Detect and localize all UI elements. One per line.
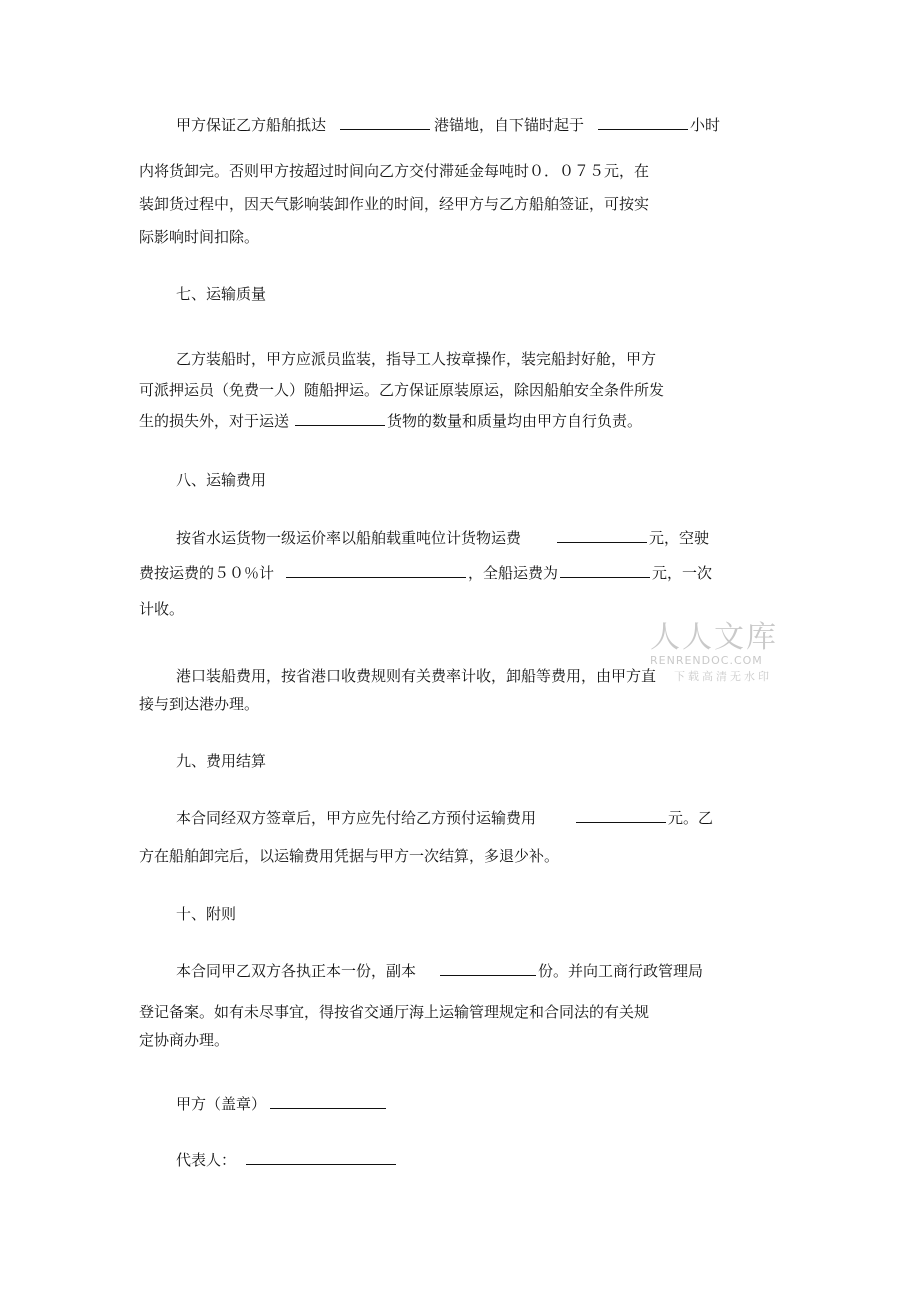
p1-line1 bbox=[176, 115, 720, 135]
p1-line1-c: 小时 bbox=[690, 116, 721, 134]
blank-port bbox=[340, 116, 430, 130]
blank-rep bbox=[246, 1151, 396, 1165]
p5-line1-b: 元。乙 bbox=[668, 809, 714, 827]
p3-line1-a: 按省水运货物一级运价率以船舶载重吨位计货物运费 bbox=[176, 529, 522, 547]
p3-line1 bbox=[176, 528, 709, 548]
blank-freight bbox=[557, 529, 647, 543]
p4-line2: 接与到达港办理。 bbox=[139, 695, 260, 713]
blank-copies bbox=[440, 962, 536, 976]
p3-line2-a: 费按运费的５０％计 bbox=[139, 564, 275, 582]
p2-line3-b: 货物的数量和质量均由甲方自行负责。 bbox=[387, 412, 643, 430]
watermark-logo bbox=[650, 620, 780, 683]
p1-line2: 内将货卸完。否则甲方按超过时间向乙方交付滞延金每吨时０．０７５元，在 bbox=[139, 162, 650, 180]
p3-line3: 计收。 bbox=[139, 600, 185, 618]
p1-line1-a: 甲方保证乙方船舶抵达 bbox=[176, 116, 327, 134]
watermark-sub: 下载高清无水印 bbox=[674, 670, 772, 683]
p6-line1-b: 份。并向工商行政管理局 bbox=[538, 962, 704, 980]
sign-rep bbox=[176, 1150, 396, 1170]
p3-line1-b: 元，空驶 bbox=[649, 529, 710, 547]
section-9-heading: 九、费用结算 bbox=[176, 752, 267, 770]
blank-party-a-seal bbox=[270, 1095, 386, 1109]
blank-empty-fee bbox=[286, 564, 466, 578]
p2-line3-a: 生的损失外，对于运送 bbox=[139, 412, 290, 430]
sign-party-a bbox=[176, 1094, 386, 1114]
p6-line1-a: 本合同甲乙双方各执正本一份，副本 bbox=[176, 962, 417, 980]
p1-line3: 装卸货过程中，因天气影响装卸作业的时间，经甲方与乙方船舶签证，可按实 bbox=[139, 195, 650, 213]
p3-line2-b: ，全船运费为 bbox=[468, 564, 559, 582]
p1-line1-b: 港锚地，自下锚时起于 bbox=[434, 116, 585, 134]
blank-total-fee bbox=[560, 564, 650, 578]
p1-line4: 际影响时间扣除。 bbox=[139, 228, 260, 246]
watermark-url: RENRENDOC.COM bbox=[650, 654, 763, 667]
p5-line1-a: 本合同经双方签章后，甲方应先付给乙方预付运输费用 bbox=[176, 809, 537, 827]
p4-line1: 港口装船费用，按省港口收费规则有关费率计收，卸船等费用，由甲方直 bbox=[176, 667, 657, 685]
blank-prepay bbox=[576, 809, 666, 823]
p3-line2 bbox=[139, 563, 712, 583]
watermark-title: 人人文库 bbox=[650, 620, 778, 655]
p2-line2: 可派押运员（免费一人）随船押运。乙方保证原装原运，除因船舶安全条件所发 bbox=[139, 381, 665, 399]
section-8-heading: 八、运输费用 bbox=[176, 471, 267, 489]
sign-rep-label: 代表人： bbox=[176, 1151, 237, 1169]
section-10-heading: 十、附则 bbox=[176, 905, 237, 923]
p2-line3 bbox=[139, 411, 642, 431]
p2-line1: 乙方装船时，甲方应派员监装，指导工人按章操作，装完船封好舱，甲方 bbox=[176, 350, 657, 368]
p6-line3: 定协商办理。 bbox=[139, 1031, 230, 1049]
section-7-heading: 七、运输质量 bbox=[176, 285, 267, 303]
p3-line2-c: 元，一次 bbox=[652, 564, 713, 582]
p6-line1 bbox=[176, 961, 703, 981]
p6-line2: 登记备案。如有未尽事宜，得按省交通厅海上运输管理规定和合同法的有关规 bbox=[139, 1003, 650, 1021]
blank-hours bbox=[598, 116, 688, 130]
blank-cargo bbox=[295, 412, 385, 426]
p5-line1 bbox=[176, 808, 713, 828]
sign-party-a-label: 甲方（盖章） bbox=[176, 1095, 267, 1113]
p5-line2: 方在船舶卸完后，以运输费用凭据与甲方一次结算，多退少补。 bbox=[139, 847, 560, 865]
